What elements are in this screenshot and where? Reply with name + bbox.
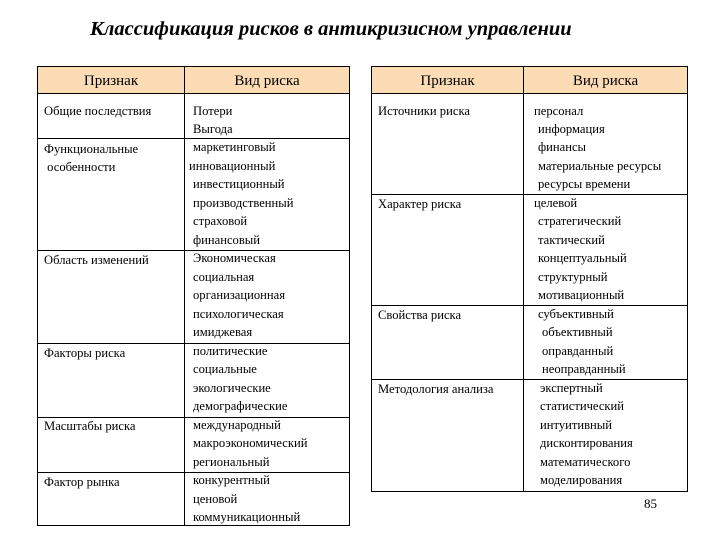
left-type: коммуникационный (193, 510, 301, 524)
right-type: субъективный (538, 307, 614, 321)
left-header-type: Вид риска (184, 66, 350, 94)
left-type: инновационный (189, 159, 276, 173)
left-type: маркетинговый (193, 140, 276, 154)
right-type: экспертный (540, 381, 603, 395)
left-type: страховой (193, 214, 248, 228)
left-type: ценовой (193, 492, 238, 506)
right-feature: Источники риска (378, 104, 470, 118)
right-type: материальные ресурсы (538, 159, 662, 173)
row-divider (371, 379, 688, 380)
row-divider (37, 250, 350, 251)
left-type: политические (193, 344, 268, 358)
left-type: психологическая (193, 307, 284, 321)
right-type: финансы (538, 140, 587, 154)
right-type-column (523, 94, 688, 492)
right-type: ресурсы времени (538, 177, 631, 191)
left-type: Экономическая (193, 251, 276, 265)
right-type: математического (540, 455, 631, 469)
left-feature: Фактор рынка (44, 475, 120, 489)
right-type: неоправданный (542, 362, 626, 376)
left-type: конкурентный (193, 473, 270, 487)
row-divider (37, 343, 350, 344)
left-type: социальные (193, 362, 257, 376)
left-feature: Область изменений (44, 253, 149, 267)
left-type: Выгода (193, 122, 233, 136)
row-divider (37, 138, 350, 139)
right-type: тактический (538, 233, 605, 247)
right-type: оправданный (542, 344, 614, 358)
left-type: экологические (193, 381, 271, 395)
left-feature: Функциональные (44, 142, 139, 156)
left-header-feature: Признак (37, 66, 185, 94)
right-header-feature: Признак (371, 66, 524, 94)
right-type: стратегический (538, 214, 622, 228)
right-header-type: Вид риска (523, 66, 688, 94)
left-type: демографические (193, 399, 288, 413)
left-feature: Общие последствия (44, 104, 152, 118)
right-type: структурный (538, 270, 608, 284)
left-type: международный (193, 418, 281, 432)
left-type: инвестиционный (193, 177, 285, 191)
right-type: моделирования (540, 473, 623, 487)
right-type: объективный (542, 325, 613, 339)
right-type: дисконтирования (540, 436, 633, 450)
left-feature: Факторы риска (44, 346, 126, 360)
left-feature: Масштабы риска (44, 419, 136, 433)
right-type: мотивационный (538, 288, 625, 302)
right-feature-column (371, 94, 524, 492)
left-type: макроэкономический (193, 436, 308, 450)
right-type: целевой (534, 196, 578, 210)
left-type: производственный (193, 196, 294, 210)
left-type: Потери (193, 104, 233, 118)
left-type-column (184, 94, 350, 526)
page-number: 85 (644, 496, 657, 511)
row-divider (371, 305, 688, 306)
left-feature: особенности (44, 160, 116, 174)
left-type: организационная (193, 288, 286, 302)
left-type: имиджевая (193, 325, 253, 339)
left-feature-column (37, 94, 185, 526)
left-type: финансовый (193, 233, 261, 247)
right-feature: Характер риска (378, 197, 462, 211)
page-title: Классификация рисков в антикризисном управлении (90, 18, 572, 40)
right-feature: Методология анализа (378, 382, 494, 396)
right-type: статистический (540, 399, 625, 413)
right-type: интуитивный (540, 418, 612, 432)
right-type: концептуальный (538, 251, 627, 265)
row-divider (37, 472, 350, 473)
right-type: персонал (534, 104, 584, 118)
left-type: социальная (193, 270, 255, 284)
row-divider (37, 417, 350, 418)
left-type: региональный (193, 455, 270, 469)
right-type: информация (538, 122, 605, 136)
right-feature: Свойства риска (378, 308, 462, 322)
row-divider (371, 194, 688, 195)
